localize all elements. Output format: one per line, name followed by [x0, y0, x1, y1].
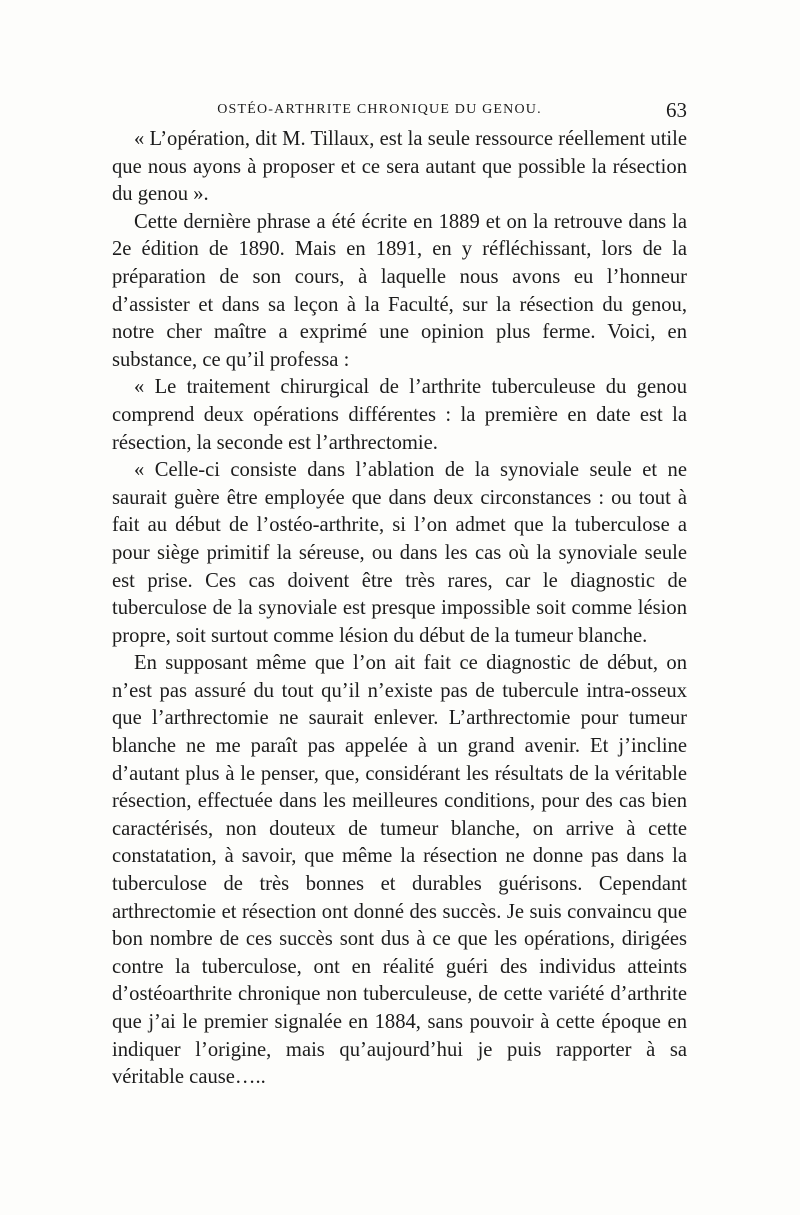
- paragraph-1: « L’opération, dit M. Tillaux, est la seule ressource réellement utile que nous ayons à proposer et ce sera autant que possible la résection du genou ».: [112, 128, 687, 206]
- body-text: [112, 126, 687, 1092]
- running-title: OSTÉO-ARTHRITE CHRONIQUE DU GENOU.: [217, 102, 542, 117]
- paragraph-3: « Le traitement chirurgical de l’arthrite tuberculeuse du genou comprend deux opérations différentes : la première en date est la résection, la seconde est l’arthrectomie.: [112, 376, 687, 454]
- paragraph-2: Cette dernière phrase a été écrite en 1889 et on la retrouve dans la 2e édition de 1890. Mais en 1891, en y réfléchissant, lors de la préparation de son cours, à laquelle nous avons eu l’honneur d’assister et dans sa leçon à la Faculté, sur la résection du genou, notre cher maître a exprimé une opinion plus ferme. Voici, en substance, ce qu’il professa :: [112, 210, 687, 371]
- page-number: 63: [666, 98, 687, 122]
- paragraph-5: En supposant même que l’on ait fait ce diagnostic de début, on n’est pas assuré du tout qu’il n’existe pas de tubercule intra-osseux que l’arthrectomie ne saurait enlever. L’arthrectomie pour tumeur blanche ne me paraît pas appelée à un grand avenir. Et j’incline d’autant plus à le penser, que, considérant les résultats de la véritable résection, effectuée dans les meilleures conditions, pour des cas bien caractérisés, non douteux de tumeur blanche, on arrive à cette constatation, à savoir, que même la résection ne donne pas dans la tuberculose de très bonnes et durables guérisons. Cependant arthrectomie et résection ont donné des succès. Je suis convaincu que bon nombre de ces succès sont dus à ce que les opérations, dirigées contre la tuberculose, ont en réalité guéri des individus atteints d’ostéoarthrite chronique non tuberculeuse, de cette variété d’arthrite que j’ai le premier signalée en 1884, sans pouvoir à cette époque en indiquer l’origine, mais qu’aujourd’hui je puis rapporter à sa véritable cause…..: [112, 652, 687, 1089]
- running-head: [112, 100, 687, 128]
- paragraph-4: « Celle-ci consiste dans l’ablation de la synoviale seule et ne saurait guère être employée que dans deux circonstances : ou tout à fait au début de l’ostéo-arthrite, si l’on admet que la tuberculose a pour siège primitif la séreuse, ou dans les cas où la synoviale seule est prise. Ces cas doivent être très rares, car le diagnostic de tuberculose de la synoviale est presque impossible soit comme lésion propre, soit surtout comme lésion du début de la tumeur blanche.: [112, 459, 687, 647]
